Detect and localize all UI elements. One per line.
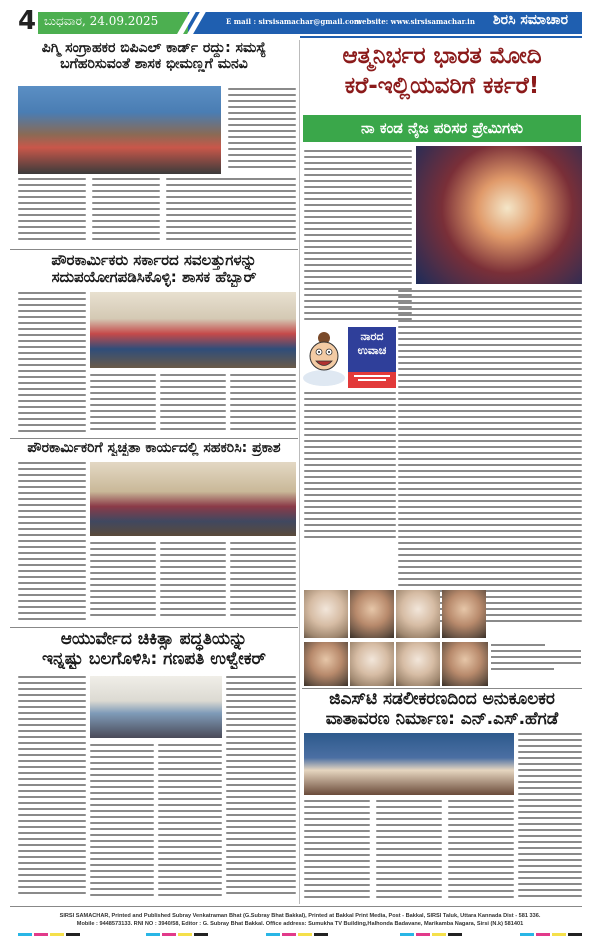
article-photo [90,676,222,738]
article-body [92,178,160,246]
article-body [18,676,86,902]
email-link[interactable]: E mail : sirsisamachar@gmail.com [226,17,362,26]
article-photo [18,86,221,174]
color-registration-marks [400,933,462,936]
column-title: ನಾರದ [360,330,384,343]
headline-line: ಪೌರಕಾರ್ಮಿಕರಿಗೆ ಸ್ವಚ್ಛತಾ ಕಾರ್ಯದಲ್ಲಿ ಸಹಕರಿಸಿ: ಪ್ರಕಾಶ [27,440,281,456]
column-divider [299,40,300,904]
portrait-caption [491,644,581,686]
footer-rule [10,906,582,907]
article-body [160,542,226,624]
page-number: 4 [18,6,37,36]
article-body [230,542,296,624]
headline-atmanirbhar [302,42,582,102]
column-banner: ನಾ ಕಂಡ ನೈಜ ಪರಿಸರ ಪ್ರೇಮಿಗಳು [303,115,581,142]
narada-cartoon [302,330,346,386]
cloud-shape [303,370,345,386]
portrait-photo [304,642,348,686]
article-photo [90,462,296,536]
article-body [376,800,442,902]
imprint [10,912,590,928]
headline-gst [302,690,582,729]
portrait-photo [304,590,348,638]
narada-column-box [348,327,396,372]
portrait-photo [396,642,440,686]
column-title: ಉವಾಚ [357,344,387,357]
headline-paurakarmika-cleanliness [10,440,298,456]
section-divider [10,438,298,439]
article-body [304,150,412,326]
article-body [90,542,156,624]
headline-ayurveda [10,630,298,669]
headline-line: ಬಗೆಹರಿಸುವಂತೆ ಶಾಸಕ ಭೀಮಣ್ಣಗೆ ಮನವಿ [60,56,248,73]
headline-line: ಜಿಎಸ್‌ಟಿ ಸಡಲೀಕರಣದಿಂದ ಅನುಕೂಲಕರ [329,690,555,709]
issue-date: ಬುಧವಾರ, 24.09.2025 [44,14,159,28]
imprint-line: SIRSI SAMACHAR, Printed and Published Subray Venkatraman Bhat (G.Subray Bhat Bakkal), Printed at Bakkal Print Media, Post - Bakkal, SIRSI Taluk, Uttara Kannada Dist - 581 336. [59,913,541,919]
section-divider [10,249,298,250]
portrait-photo [396,590,440,638]
imprint-line: Mobile : 9448573133. RNI NO : 3940/58, Editor : G. Subray Bhat Bakkal. Office address: Sumukha TV Building,Halhonda Badavane, Marikamba Nagara, Sirsi (N.k) 581401 [76,921,524,927]
color-registration-marks [266,933,328,936]
article-body [228,88,296,174]
color-registration-marks [520,933,582,936]
headline-line: ಕರೆ-ಇಲ್ಲಿಯವರಿಗೆ ಕರ್ಕರೆ! [344,72,540,99]
article-body [304,800,370,902]
header-rule [300,36,582,38]
article-photo [90,292,296,368]
portrait-photo [442,590,486,638]
article-body [18,462,86,624]
headline-line: ಸದುಪಯೋಗಪಡಿಸಿಕೊಳ್ಳಿ: ಶಾಸಕ ಹೆಬ್ಬಾರ್ [51,268,257,287]
headline-line: ಆಯುರ್ವೇದ ಚಿಕಿತ್ಸಾ ಪದ್ಧತಿಯನ್ನು [60,630,248,649]
headline-paurakarmika-facilities [10,252,298,287]
article-photo [304,733,514,795]
article-photo [416,146,582,284]
website-link[interactable]: website: www.sirsisamachar.in [356,17,475,26]
masthead-strip [18,6,582,36]
newspaper-brand: ಶಿರಸಿ ಸಮಾಚಾರ [493,12,568,28]
headline-bpl-card [10,40,298,72]
columnist-byline-band [348,372,396,388]
article-body [90,374,156,436]
article-body [226,676,296,902]
section-divider [302,688,582,689]
article-body [158,744,222,902]
article-body [166,178,296,246]
headline-line: ಪಿಗ್ಮಿ ಸಂಗ್ರಾಹಕರ ಬಿಪಿಎಲ್ ಕಾರ್ಡ್ ರದ್ದು: ಸಮಸ್ಯೆ [41,40,267,56]
headline-line: ಆತ್ಮನಿರ್ಭರ ಭಾರತ ಮೋದಿ [342,43,542,69]
article-body [448,800,514,902]
article-body [18,178,86,246]
portrait-photo [442,642,488,686]
article-body [518,733,582,903]
article-body [18,292,86,436]
color-registration-marks [18,933,80,936]
article-body [230,374,296,436]
color-registration-marks [146,933,208,936]
portrait-photo [350,590,394,638]
headline-line: ಇನ್ನಷ್ಟು ಬಲಗೊಳಿಸಿ: ಗಣಪತಿ ಉಳ್ವೇಕರ್ [42,648,266,669]
headline-line: ವಾತಾವರಣ ನಿರ್ಮಾಣ: ಎನ್.ಎಸ್.ಹೆಗಡೆ [325,708,559,729]
headline-line: ಪೌರಕಾರ್ಮಿಕರು ಸರ್ಕಾರದ ಸವಲತ್ತುಗಳನ್ನು [51,252,257,269]
article-body [90,744,154,902]
section-divider [10,627,298,628]
portrait-photo [350,642,394,686]
article-body [160,374,226,436]
